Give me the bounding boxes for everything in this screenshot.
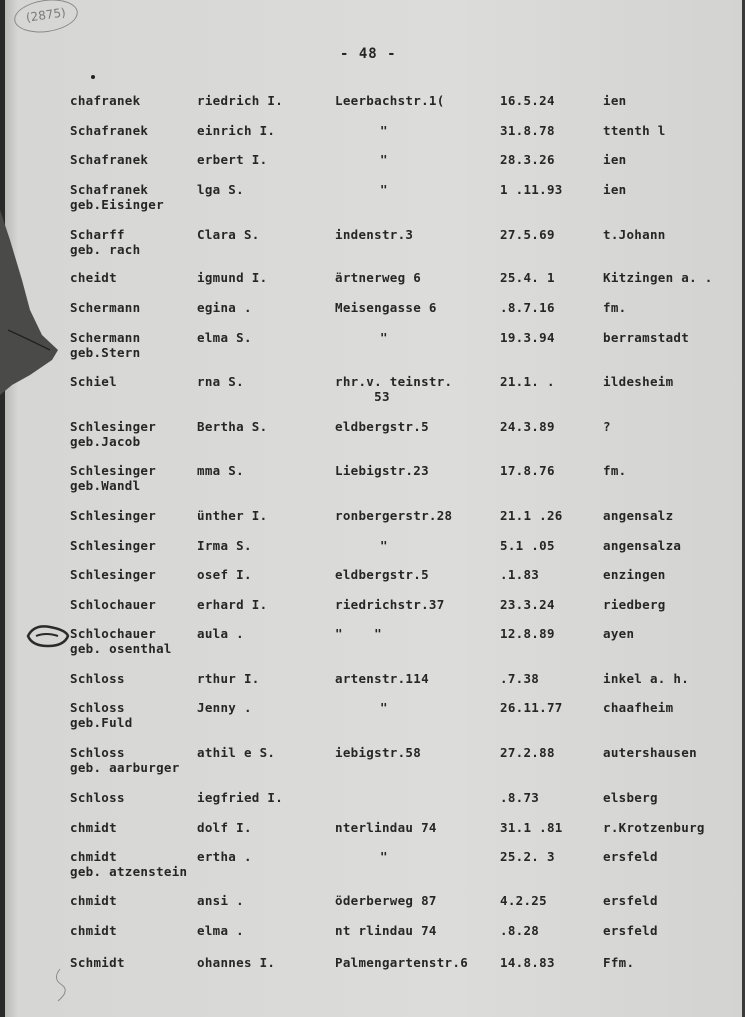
firstname-cell: ertha . xyxy=(197,849,252,864)
birthplace-cell: berramstadt xyxy=(603,330,690,345)
birthdate-cell: 25.4. 1 xyxy=(500,270,555,285)
street-cell: indenstr.3 xyxy=(335,227,414,242)
birthplace-cell: elsberg xyxy=(603,790,658,805)
street-cell: nt rlindau 74 xyxy=(335,923,437,938)
firstname-cell: osef I. xyxy=(197,567,252,582)
birthplace-cell: ersfeld xyxy=(603,923,658,938)
firstname-cell: Bertha S. xyxy=(197,419,268,434)
birthplace-cell: chaafheim xyxy=(603,700,674,715)
firstname-cell: igmund I. xyxy=(197,270,268,285)
street-cell: ärtnerweg 6 xyxy=(335,270,422,285)
surname-cell: Schiel xyxy=(70,374,117,389)
birthdate-cell: .8.7.16 xyxy=(500,300,555,315)
street-cell: " xyxy=(380,538,388,553)
register-row xyxy=(0,700,745,740)
street-cell: Liebigstr.23 xyxy=(335,463,429,478)
birthdate-cell: 27.2.88 xyxy=(500,745,555,760)
surname-cell: Schlesinger xyxy=(70,567,157,582)
birthdate-cell: 21.1 .26 xyxy=(500,508,563,523)
birthdate-cell: 25.2. 3 xyxy=(500,849,555,864)
surname-cell: Schafranek xyxy=(70,152,149,167)
street-cell: Palmengartenstr.6 xyxy=(335,955,469,970)
surname-cell: Schlochauer xyxy=(70,597,157,612)
firstname-cell: rna S. xyxy=(197,374,244,389)
firstname-cell: ansi . xyxy=(197,893,244,908)
birthplace-cell: ayen xyxy=(603,626,635,641)
street-cell: eldbergstr.5 xyxy=(335,419,429,434)
register-row xyxy=(0,463,745,503)
surname-cell: Schlesinger xyxy=(70,508,157,523)
page-number: - 48 - xyxy=(340,46,397,62)
surname-cell: Schlochauer geb. osenthal xyxy=(70,626,172,656)
firstname-cell: ohannes I. xyxy=(197,955,276,970)
birthplace-cell: angensalz xyxy=(603,508,674,523)
surname-cell: Schermann geb.Stern xyxy=(70,330,141,360)
birthplace-cell: Kitzingen a. . xyxy=(603,270,713,285)
street-cell: " xyxy=(380,182,388,197)
street-cell: " xyxy=(380,152,388,167)
surname-cell: Scharff geb. rach xyxy=(70,227,141,257)
street-cell: " xyxy=(380,330,388,345)
birthplace-cell: fm. xyxy=(603,300,627,315)
birthplace-cell: ildesheim xyxy=(603,374,674,389)
surname-cell: Schlesinger geb.Wandl xyxy=(70,463,157,493)
birthplace-cell: fm. xyxy=(603,463,627,478)
street-cell: ronbergerstr.28 xyxy=(335,508,453,523)
birthdate-cell: .8.73 xyxy=(500,790,540,805)
birthdate-cell: 14.8.83 xyxy=(500,955,555,970)
surname-cell: chmidt geb. atzenstein xyxy=(70,849,188,879)
pencil-scribble xyxy=(40,965,80,1005)
firstname-cell: riedrich I. xyxy=(197,93,284,108)
birthdate-cell: 16.5.24 xyxy=(500,93,555,108)
street-cell: artenstr.114 xyxy=(335,671,429,686)
firstname-cell: elma S. xyxy=(197,330,252,345)
birthdate-cell: 4.2.25 xyxy=(500,893,547,908)
firstname-cell: egina . xyxy=(197,300,252,315)
street-cell: riedrichstr.37 xyxy=(335,597,445,612)
street-cell: iebigstr.58 xyxy=(335,745,422,760)
firstname-cell: iegfried I. xyxy=(197,790,284,805)
register-row xyxy=(0,745,745,785)
street-cell: rhr.v. teinstr. 53 xyxy=(335,374,453,404)
register-row xyxy=(0,182,745,222)
firstname-cell: Jenny . xyxy=(197,700,252,715)
street-cell: öderberweg 87 xyxy=(335,893,437,908)
street-cell: Meisengasse 6 xyxy=(335,300,437,315)
birthplace-cell: r.Krotzenburg xyxy=(603,820,705,835)
birthdate-cell: 1 .11.93 xyxy=(500,182,563,197)
surname-cell: Schloss xyxy=(70,671,125,686)
birthdate-cell: .8.28 xyxy=(500,923,540,938)
surname-cell: Schlesinger geb.Jacob xyxy=(70,419,157,449)
firstname-cell: rthur I. xyxy=(197,671,260,686)
surname-cell: chmidt xyxy=(70,893,117,908)
surname-cell: Schafranek geb.Eisinger xyxy=(70,182,164,212)
birthdate-cell: 31.8.78 xyxy=(500,123,555,138)
birthplace-cell: riedberg xyxy=(603,597,666,612)
street-cell: eldbergstr.5 xyxy=(335,567,429,582)
ink-blot-mark xyxy=(24,622,72,650)
register-row xyxy=(0,849,745,889)
surname-cell: Schmidt xyxy=(70,955,125,970)
firstname-cell: ünther I. xyxy=(197,508,268,523)
surname-cell: Schloss geb. aarburger xyxy=(70,745,180,775)
street-cell: " " xyxy=(335,626,382,641)
firstname-cell: mma S. xyxy=(197,463,244,478)
street-cell: Leerbachstr.1( xyxy=(335,93,445,108)
birthdate-cell: 26.11.77 xyxy=(500,700,563,715)
birthplace-cell: ersfeld xyxy=(603,849,658,864)
firstname-cell: aula . xyxy=(197,626,244,641)
bullet-dot xyxy=(91,75,95,79)
surname-cell: Schloss geb.Fuld xyxy=(70,700,133,730)
birthplace-cell: ersfeld xyxy=(603,893,658,908)
register-row xyxy=(0,330,745,370)
firstname-cell: Irma S. xyxy=(197,538,252,553)
register-row xyxy=(0,374,745,414)
birthplace-cell: ien xyxy=(603,182,627,197)
firstname-cell: einrich I. xyxy=(197,123,276,138)
birthplace-cell: enzingen xyxy=(603,567,666,582)
birthdate-cell: .1.83 xyxy=(500,567,540,582)
birthdate-cell: 27.5.69 xyxy=(500,227,555,242)
firstname-cell: erhard I. xyxy=(197,597,268,612)
street-cell: " xyxy=(380,849,388,864)
birthdate-cell: .7.38 xyxy=(500,671,540,686)
street-cell: " xyxy=(380,700,388,715)
birthplace-cell: Ffm. xyxy=(603,955,635,970)
surname-cell: cheidt xyxy=(70,270,117,285)
surname-cell: chmidt xyxy=(70,820,117,835)
birthdate-cell: 23.3.24 xyxy=(500,597,555,612)
birthdate-cell: 24.3.89 xyxy=(500,419,555,434)
surname-cell: chmidt xyxy=(70,923,117,938)
birthdate-cell: 31.1 .81 xyxy=(500,820,563,835)
birthplace-cell: inkel a. h. xyxy=(603,671,690,686)
surname-cell: Schermann xyxy=(70,300,141,315)
firstname-cell: dolf I. xyxy=(197,820,252,835)
street-cell: nterlindau 74 xyxy=(335,820,437,835)
birthplace-cell: ien xyxy=(603,152,627,167)
birthplace-cell: ? xyxy=(603,419,611,434)
birthplace-cell: ien xyxy=(603,93,627,108)
register-row xyxy=(0,227,745,267)
birthdate-cell: 19.3.94 xyxy=(500,330,555,345)
birthplace-cell: autershausen xyxy=(603,745,697,760)
street-cell: " xyxy=(380,123,388,138)
firstname-cell: lga S. xyxy=(197,182,244,197)
birthdate-cell: 21.1. . xyxy=(500,374,555,389)
birthdate-cell: 12.8.89 xyxy=(500,626,555,641)
register-row xyxy=(0,419,745,459)
firstname-cell: elma . xyxy=(197,923,244,938)
birthplace-cell: t.Johann xyxy=(603,227,666,242)
birthplace-cell: ttenth l xyxy=(603,123,666,138)
archive-stamp: (2875) xyxy=(12,0,80,36)
firstname-cell: athil e S. xyxy=(197,745,276,760)
birthdate-cell: 28.3.26 xyxy=(500,152,555,167)
firstname-cell: Clara S. xyxy=(197,227,260,242)
birthdate-cell: 17.8.76 xyxy=(500,463,555,478)
surname-cell: Schlesinger xyxy=(70,538,157,553)
surname-cell: Schafranek xyxy=(70,123,149,138)
register-row xyxy=(0,626,745,666)
birthplace-cell: angensalza xyxy=(603,538,682,553)
register-row xyxy=(0,955,745,995)
firstname-cell: erbert I. xyxy=(197,152,268,167)
surname-cell: chafranek xyxy=(70,93,141,108)
birthdate-cell: 5.1 .05 xyxy=(500,538,555,553)
surname-cell: Schloss xyxy=(70,790,125,805)
